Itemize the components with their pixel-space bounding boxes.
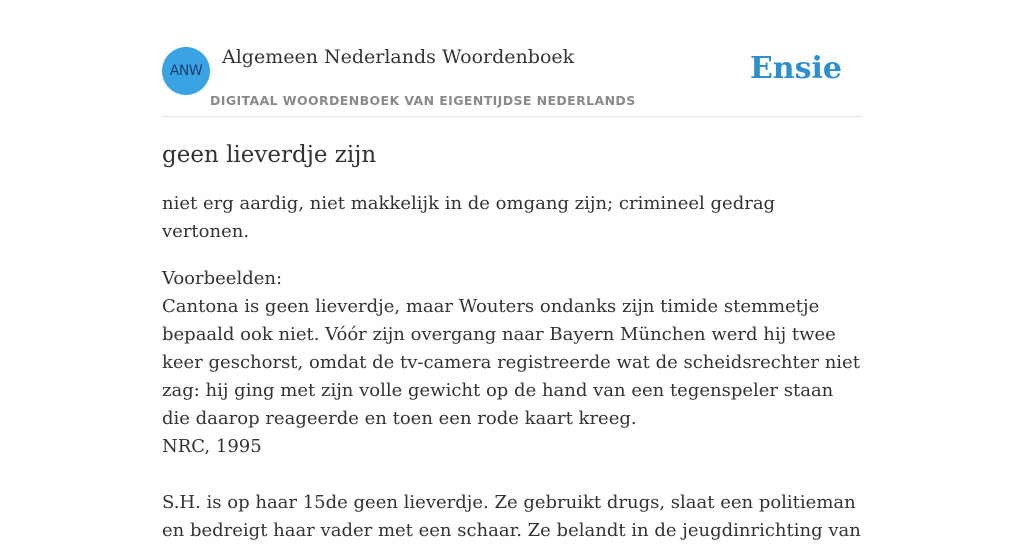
entry-title: geen lieverdje zijn bbox=[162, 142, 377, 168]
example-text: S.H. is op haar 15de geen lieverdje. Ze gebruikt drugs, slaat een politieman en bedreigt haar vader met een schaar. Ze belandt in de jeugdinrichting van bbox=[162, 492, 861, 541]
site-subtitle: DIGITAAL WOORDENBOEK VAN EIGENTIJDSE NEDERLANDS bbox=[210, 93, 636, 108]
example-source: NRC, 1995 bbox=[162, 436, 262, 457]
entry-definition: niet erg aardig, niet makkelijk in de omgang zijn; crimineel gedrag vertonen. bbox=[162, 193, 776, 242]
entry-content bbox=[162, 138, 862, 545]
example-separator bbox=[162, 461, 862, 489]
example-text: Cantona is geen lieverdje, maar Wouters ondanks zijn timide stemmetje bepaald ook niet. Vóór zijn overgang naar Bayern München werd hij twee keer geschorst, omdat de tv-camera registreerde wat de scheidsrechter niet zag: hij ging met zijn volle gewicht op de hand van een tegenspeler staan die daarop reageerde en toen een rode kaart kreeg. bbox=[162, 296, 860, 429]
ensie-brand-logo[interactable]: Ensie bbox=[749, 51, 842, 86]
examples-heading: Voorbeelden: bbox=[162, 268, 283, 289]
site-header bbox=[162, 0, 862, 117]
site-title[interactable]: Algemeen Nederlands Woordenboek bbox=[222, 46, 575, 68]
anw-logo[interactable]: ANW bbox=[162, 47, 210, 95]
examples-section bbox=[162, 265, 862, 545]
